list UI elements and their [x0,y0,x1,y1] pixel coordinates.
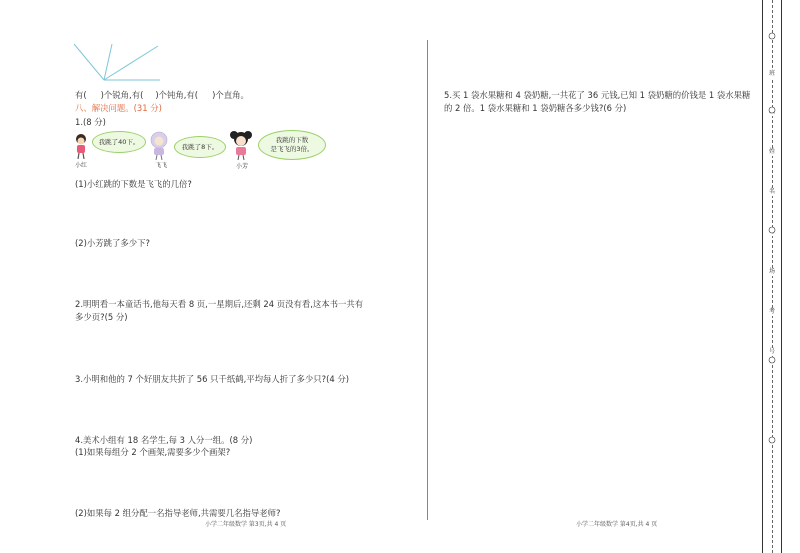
child-hong-icon [72,133,90,159]
problem-1-question-2: (2)小芳跳了多少下? [75,238,150,248]
binding-solid-line-right [781,0,782,553]
child-feifei-icon [148,130,170,160]
angle-ray-up [104,44,112,80]
problem-3: 3.小明和他的 7 个好朋友共折了 56 只千纸鹤,平均每人折了多少只?(4 分) [75,374,350,384]
speech-bubble-fang [258,130,326,160]
problem-4-header: 4.美术小组有 18 名学生,每 3 人分一组。(8 分) [75,435,253,445]
problem-1-question-1: (1)小红跳的下数是飞飞的几倍? [75,179,192,189]
bubble-fang-line1: 我跳的下数 [275,136,309,144]
angle-ray-left [74,44,104,80]
q7-obtuse-suffix: )个钝角,有( [155,90,199,100]
binding-label-3: 姓 [768,148,775,155]
binding-label-6: 场 [768,268,775,275]
binding-label-7: 考 [768,308,775,315]
child-name-fang: 小芳 [236,163,249,170]
page-divider [427,40,428,520]
problem-4-question-1: (1)如果每组分 2 个画架,需要多少个画架? [75,447,231,457]
binding-label-1: 班 [768,70,775,77]
bubble-fang-line2: 是飞飞的3倍。 [270,145,314,153]
q7-prefix: 有( [75,90,87,100]
child-name-feifei: 飞飞 [155,162,168,169]
section-title: 八、解决问题。(31 分) [75,103,162,113]
footer-page-3: 小学二年级数学 第3页,共 4 页 [205,521,287,528]
speech-bubble-feifei: 我跳了8下。 [174,136,226,158]
angle-ray-right [104,46,158,80]
binding-solid-line-left [762,0,763,553]
problem-1-header: 1.(8 分) [75,117,106,127]
q7-angle-count-line [75,90,249,101]
speech-bubble-hong: 我跳了40下。 [92,131,146,153]
problem-5-line2: 的 2 倍。1 袋水果糖和 1 袋奶糖各多少钱?(6 分) [444,103,627,113]
problem-4-question-2: (2)如果每 2 组分配一名指导老师,共需要几名指导老师? [75,508,281,518]
problem-5-line1: 5.买 1 袋水果糖和 4 袋奶糖,一共花了 36 元钱,已知 1 袋奶糖的价钱是 1 袋水果糖 [444,90,751,100]
child-fang-icon [228,128,254,160]
footer-page-4: 小学二年级数学 第4页,共 4 页 [576,521,658,528]
problem-2-line1: 2.明明看一本童话书,他每天看 8 页,一星期后,还剩 24 页没有看,这本书一共有 [75,299,364,309]
q7-acute-suffix: )个锐角,有( [100,90,144,100]
angle-figure [68,38,168,88]
child-name-hong: 小红 [75,162,88,169]
binding-label-4: 名 [768,188,775,195]
problem-2-line2: 多少页?(5 分) [75,312,128,322]
q7-right-suffix: )个直角。 [212,90,249,100]
binding-holes [766,30,780,450]
binding-label-8: 号 [768,348,775,355]
